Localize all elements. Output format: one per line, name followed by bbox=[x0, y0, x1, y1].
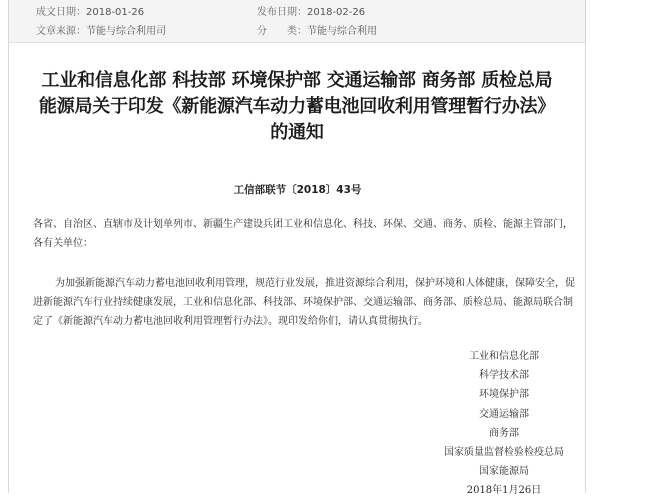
issue-date bbox=[36, 6, 144, 20]
signature-block bbox=[430, 347, 578, 501]
signature-date: 2018年1月26日 bbox=[466, 485, 542, 497]
left-border-line bbox=[8, 0, 9, 493]
category-label: 分 类： bbox=[257, 26, 307, 37]
signatory: 商务部 bbox=[489, 427, 519, 439]
right-border-line bbox=[585, 0, 586, 493]
article-category bbox=[257, 25, 377, 39]
signatory: 工业和信息化部 bbox=[469, 351, 539, 362]
body-paragraph: 为加强新能源汽车动力蓄电池回收利用管理，规范行业发展，推进资源综合利用，保护环境和人体健康，保障安全，促进新能源汽车行业持续健康发展，工业和信息化部、科技部、环境保护部、交通运输部、商务部、质检总局、能源局联合制定了《新能源汽车动力蓄电池回收利用管理暂行办法》。现印发给你们，请认真贯彻执行。 bbox=[33, 278, 575, 327]
signatory: 国家能源局 bbox=[479, 466, 529, 478]
issue-date-value: 2018-01-26 bbox=[86, 7, 145, 18]
issue-date-label: 成文日期： bbox=[36, 7, 86, 18]
signatory: 科学技术部 bbox=[479, 370, 529, 382]
document-number: 工信部联节〔2018〕43号 bbox=[233, 184, 362, 196]
publish-date-label: 发布日期： bbox=[257, 7, 307, 18]
source-label: 文章来源： bbox=[36, 26, 86, 37]
addressee-paragraph: 各省、自治区、直辖市及计划单列市、新疆生产建设兵团工业和信息化、科技、环保、交通、商务、质检、能源主管部门，各有关单位： bbox=[33, 219, 573, 249]
signatory: 交通运输部 bbox=[479, 408, 529, 420]
article-source bbox=[36, 25, 166, 39]
signatory: 国家质量监督检验检疫总局 bbox=[444, 447, 564, 459]
article-meta-bar bbox=[9, 0, 585, 43]
category-value: 节能与综合利用 bbox=[307, 26, 377, 37]
publish-date bbox=[257, 6, 365, 20]
publish-date-value: 2018-02-26 bbox=[307, 7, 366, 18]
source-value: 节能与综合利用司 bbox=[86, 26, 166, 37]
signatory: 环境保护部 bbox=[479, 389, 529, 401]
document-title: 工业和信息化部 科技部 环境保护部 交通运输部 商务部 质检总局 能源局关于印发《新能源汽车动力蓄电池回收利用管理暂行办法》的通知 bbox=[38, 70, 556, 143]
